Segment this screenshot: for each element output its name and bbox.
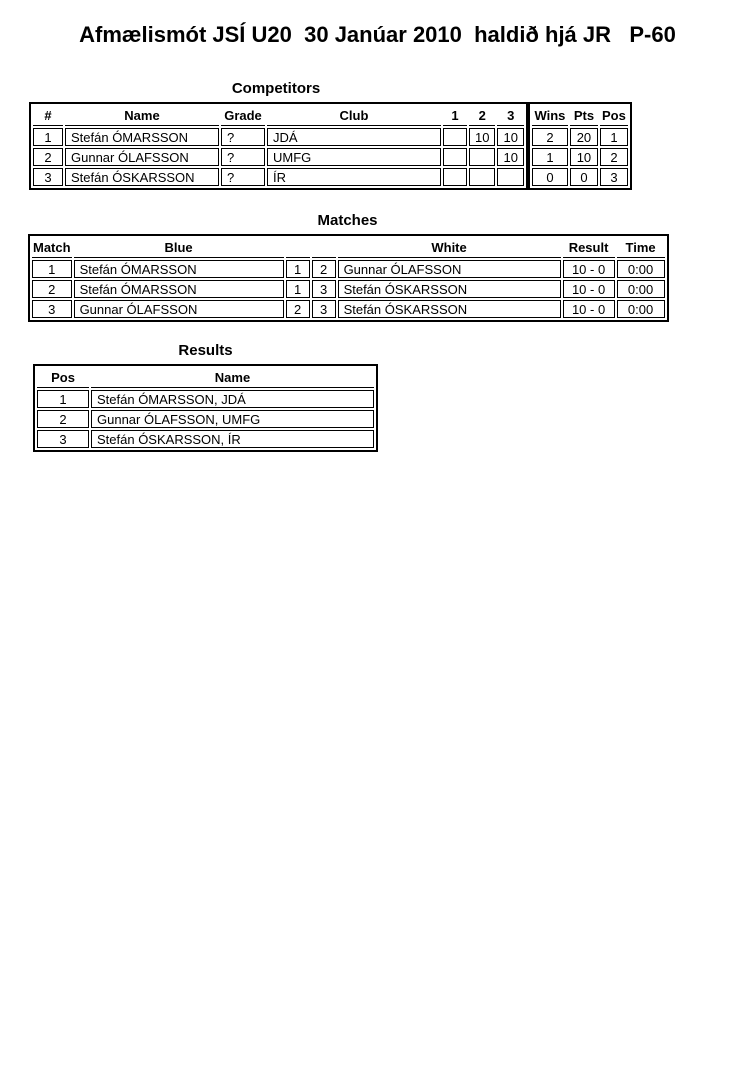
competitor-pts: 10 [570, 148, 598, 166]
matches-table [28, 234, 669, 322]
header-white: White [338, 238, 561, 258]
header-result: Result [563, 238, 615, 258]
competitor-pts: 0 [570, 168, 598, 186]
standings-row [532, 168, 628, 186]
round-2-score [469, 168, 495, 186]
competitor-name: Stefán ÓSKARSSON [65, 168, 219, 186]
blue-competitor-number: 1 [286, 280, 310, 298]
header-club: Club [267, 106, 441, 126]
result-pos: 2 [37, 410, 89, 428]
page-title: Afmælismót JSÍ U20 30 Janúar 2010 haldið hjá JR P-60 [79, 22, 676, 47]
competitor-pts: 20 [570, 128, 598, 146]
round-3-score: 10 [497, 148, 523, 166]
competitor-number: 1 [33, 128, 63, 146]
matches-title: Matches [317, 212, 378, 229]
competitor-grade: ? [221, 148, 265, 166]
match-row [32, 280, 665, 298]
header-number: # [33, 106, 63, 126]
match-row [32, 260, 665, 278]
result-row [37, 410, 374, 428]
competitors-title: Competitors [231, 80, 321, 97]
match-result: 10 - 0 [563, 300, 615, 318]
competitor-number: 2 [33, 148, 63, 166]
round-1-score [443, 148, 467, 166]
competitor-number: 3 [33, 168, 63, 186]
match-result: 10 - 0 [563, 260, 615, 278]
match-number: 2 [32, 280, 72, 298]
blue-competitor-number: 2 [286, 300, 310, 318]
blue-competitor-number: 1 [286, 260, 310, 278]
competitor-row [33, 128, 524, 146]
header-match: Match [32, 238, 72, 258]
results-table [33, 364, 378, 452]
round-1-score [443, 168, 467, 186]
white-competitor-number: 2 [312, 260, 336, 278]
competitor-grade: ? [221, 128, 265, 146]
header-pos: Pos [600, 106, 628, 126]
competitor-wins: 2 [532, 128, 568, 146]
competitor-wins: 0 [532, 168, 568, 186]
header-name: Name [65, 106, 219, 126]
competitor-pos: 1 [600, 128, 628, 146]
header-name: Name [91, 368, 374, 388]
match-number: 3 [32, 300, 72, 318]
competitors-section [29, 80, 755, 190]
result-row [37, 430, 374, 448]
match-row [32, 300, 665, 318]
competitor-pos: 2 [600, 148, 628, 166]
header-blue: Blue [74, 238, 284, 258]
result-name: Stefán ÓSKARSSON, ÍR [91, 430, 374, 448]
result-name: Stefán ÓMARSSON, JDÁ [91, 390, 374, 408]
competitors-standings-table [528, 102, 632, 190]
header-pts: Pts [570, 106, 598, 126]
header-wins: Wins [532, 106, 568, 126]
round-3-score [497, 168, 523, 186]
blue-name: Gunnar ÓLAFSSON [74, 300, 284, 318]
results-header-row [37, 368, 374, 388]
header-white-num [312, 238, 336, 258]
result-pos: 3 [37, 430, 89, 448]
results-section [33, 342, 755, 452]
matches-header-row [32, 238, 665, 258]
competitor-row [33, 148, 524, 166]
header-blue-num [286, 238, 310, 258]
result-pos: 1 [37, 390, 89, 408]
round-3-score: 10 [497, 128, 523, 146]
white-name: Stefán ÓSKARSSON [338, 300, 561, 318]
result-row [37, 390, 374, 408]
match-number: 1 [32, 260, 72, 278]
standings-row [532, 128, 628, 146]
standings-row [532, 148, 628, 166]
competitor-row [33, 168, 524, 186]
competitor-name: Gunnar ÓLAFSSON [65, 148, 219, 166]
match-time: 0:00 [617, 260, 665, 278]
round-1-score [443, 128, 467, 146]
competitor-club: JDÁ [267, 128, 441, 146]
competitor-name: Stefán ÓMARSSON [65, 128, 219, 146]
match-result: 10 - 0 [563, 280, 615, 298]
round-2-score [469, 148, 495, 166]
white-competitor-number: 3 [312, 280, 336, 298]
competitor-pos: 3 [600, 168, 628, 186]
results-title: Results [178, 342, 233, 359]
header-pos: Pos [37, 368, 89, 388]
matches-section [28, 212, 755, 322]
white-competitor-number: 3 [312, 300, 336, 318]
round-2-score: 10 [469, 128, 495, 146]
blue-name: Stefán ÓMARSSON [74, 280, 284, 298]
white-name: Stefán ÓSKARSSON [338, 280, 561, 298]
header-round-2: 2 [469, 106, 495, 126]
blue-name: Stefán ÓMARSSON [74, 260, 284, 278]
header-grade: Grade [221, 106, 265, 126]
competitor-club: ÍR [267, 168, 441, 186]
header-time: Time [617, 238, 665, 258]
match-time: 0:00 [617, 300, 665, 318]
competitors-table [29, 102, 528, 190]
competitor-club: UMFG [267, 148, 441, 166]
standings-header-row [532, 106, 628, 126]
header-round-3: 3 [497, 106, 523, 126]
white-name: Gunnar ÓLAFSSON [338, 260, 561, 278]
header-round-1: 1 [443, 106, 467, 126]
match-time: 0:00 [617, 280, 665, 298]
competitor-grade: ? [221, 168, 265, 186]
competitors-header-row [33, 106, 524, 126]
result-name: Gunnar ÓLAFSSON, UMFG [91, 410, 374, 428]
competitor-wins: 1 [532, 148, 568, 166]
